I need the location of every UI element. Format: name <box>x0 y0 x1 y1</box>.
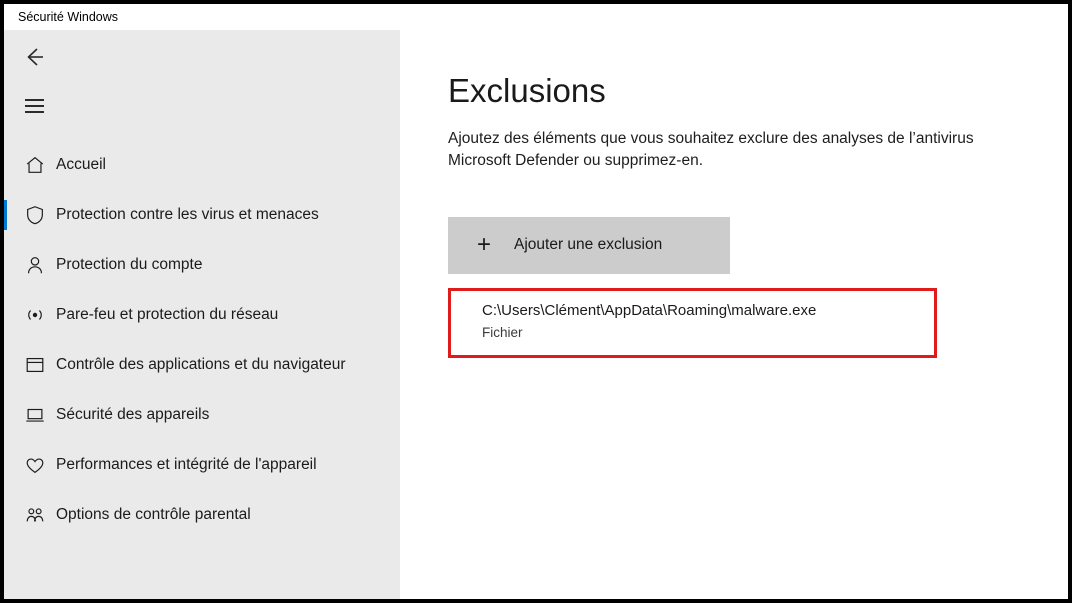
shield-icon <box>14 204 56 226</box>
window-body <box>4 30 1068 599</box>
main-content <box>400 30 1068 599</box>
selection-indicator <box>4 200 7 230</box>
menu-row <box>4 84 400 128</box>
sidebar-item-label: Performances et intégrité de l'appareil <box>56 456 317 473</box>
sidebar-item-label: Protection contre les virus et menaces <box>56 206 319 223</box>
selection-indicator <box>4 350 7 380</box>
wifi-icon <box>14 304 56 326</box>
selection-indicator <box>4 450 7 480</box>
add-exclusion-label: Ajouter une exclusion <box>514 236 663 254</box>
sidebar-item-app-browser-control[interactable] <box>4 340 400 390</box>
exclusion-list-item[interactable] <box>448 288 937 358</box>
title-bar <box>4 4 1068 30</box>
sidebar-item-label: Contrôle des applications et du navigateur <box>56 356 346 373</box>
device-icon <box>14 404 56 426</box>
plus-icon: + <box>476 231 491 259</box>
sidebar-item-label: Options de contrôle parental <box>56 506 251 523</box>
heart-icon <box>14 454 56 476</box>
exclusion-path: C:\Users\Clément\AppData\Roaming\malware.exe <box>482 301 817 319</box>
sidebar-item-firewall-network[interactable] <box>4 290 400 340</box>
arrow-left-icon[interactable] <box>12 37 56 77</box>
window-title: Sécurité Windows <box>18 10 119 24</box>
sidebar-item-accueil[interactable] <box>4 140 400 190</box>
sidebar-item-label: Protection du compte <box>56 256 203 273</box>
selection-indicator <box>4 500 7 530</box>
person-icon <box>14 254 56 276</box>
window-icon <box>14 354 56 376</box>
selection-indicator <box>4 300 7 330</box>
family-icon <box>14 504 56 526</box>
sidebar <box>4 30 400 599</box>
sidebar-nav <box>4 140 400 540</box>
hamburger-icon[interactable] <box>12 89 56 123</box>
page-title: Exclusions <box>448 72 606 109</box>
back-row <box>4 30 400 84</box>
sidebar-item-family-options[interactable] <box>4 490 400 540</box>
sidebar-item-label: Sécurité des appareils <box>56 406 210 423</box>
sidebar-item-label: Accueil <box>56 156 106 173</box>
sidebar-item-device-performance[interactable] <box>4 440 400 490</box>
sidebar-item-label: Pare-feu et protection du réseau <box>56 306 279 323</box>
sidebar-item-device-security[interactable] <box>4 390 400 440</box>
page-description: Ajoutez des éléments que vous souhaitez exclure des analyses de l’antivirus Microsoft Defender ou supprimez-en. <box>448 130 974 170</box>
selection-indicator <box>4 400 7 430</box>
sidebar-item-virus-protection[interactable] <box>4 190 400 240</box>
selection-indicator <box>4 250 7 280</box>
add-exclusion-button[interactable] <box>448 217 730 274</box>
home-icon <box>14 154 56 176</box>
selection-indicator <box>4 150 7 180</box>
sidebar-item-account-protection[interactable] <box>4 240 400 290</box>
exclusion-type: Fichier <box>482 324 523 340</box>
